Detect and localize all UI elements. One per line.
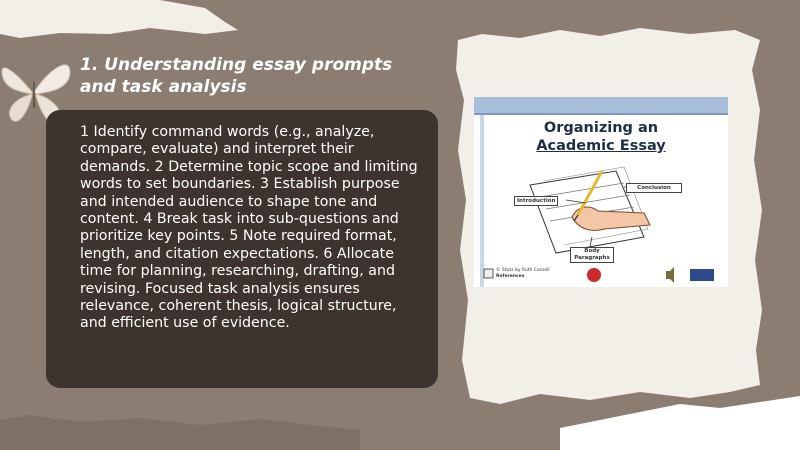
section-heading: 1. Understanding essay prompts and task analysis: [80, 55, 393, 97]
label-conclusion: Conclusion: [626, 183, 682, 193]
speaker-icon: [666, 267, 674, 283]
next-icon: [690, 269, 714, 281]
slide-image: [474, 97, 728, 287]
slide-footer-line1: © Stutz by Ruth Cassell: [496, 268, 550, 273]
stop-icon: [587, 268, 601, 282]
help-icon: [484, 269, 493, 278]
label-body: Body Paragraphs: [570, 247, 614, 263]
label-introduction: Introduction: [514, 196, 558, 206]
torn-paper-bottom-right: [560, 396, 800, 450]
slide-footer-line2: References: [496, 274, 525, 279]
slide-footer: [496, 268, 550, 280]
body-text: 1 Identify command words (e.g., analyze, compare, evaluate) and interpret their demands. 2 Determine topic scope and limiting words to set boundaries. 3 Establish purpose and intended audience to shape tone and content. 4 Break task into sub-questions and prioritize key points. 5 Note required format, length, and citation expectations. 6 Allocate time for planning, researching, drafting, and revising. Focused task analysis ensures relevance, coherent thesis, logical structure, and efficient use of evidence.: [80, 124, 418, 332]
slide-title-line2: Academic Essay: [536, 138, 666, 154]
content-card: [46, 110, 438, 388]
slide-title-line1: Organizing an: [543, 120, 659, 136]
